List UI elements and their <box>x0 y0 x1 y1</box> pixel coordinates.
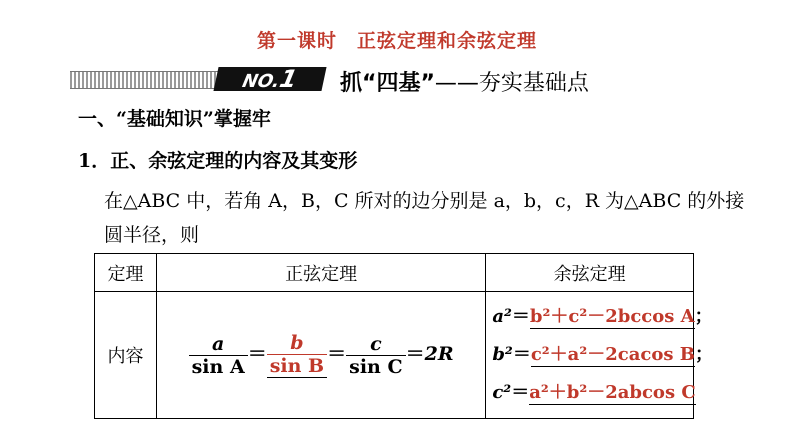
cosine-lhs: b² <box>492 344 513 365</box>
badge-number: 1 <box>277 65 300 93</box>
table-row <box>95 292 694 419</box>
cosine-answer: b²＋c²－2bccos A <box>530 302 695 329</box>
section-heading: 一、“基础知识”掌握牢 <box>78 108 271 130</box>
paragraph-line-2: 圆半径，则 <box>104 224 200 246</box>
item-heading: 1．正、余弦定理的内容及其变形 <box>78 150 358 172</box>
cosine-tail: ； <box>694 344 713 365</box>
header-sine-law: 正弦定理 <box>156 254 485 292</box>
paragraph-line-1: 在△ABC 中，若角 A，B，C 所对的边分别是 a，b，c，R 为△ABC 的外接 <box>104 190 745 212</box>
row-label: 内容 <box>95 292 157 419</box>
numerator-c: c <box>346 333 405 356</box>
banner-heading-rest: ——夯实基础点 <box>434 71 589 96</box>
fraction-b-blank <box>267 332 327 378</box>
header-cosine-law: 余弦定理 <box>486 254 694 292</box>
section-banner <box>70 65 589 96</box>
sine-law-result: 2R <box>424 343 454 365</box>
header-theorem: 定理 <box>95 254 157 292</box>
banner-stripes <box>70 71 220 89</box>
cosine-law-line: b²＝c²＋a²－2cacos B； <box>492 340 713 367</box>
cosine-lhs: a² <box>492 306 512 327</box>
denominator-sin-b: sin B <box>269 355 325 377</box>
table-header-row <box>95 254 694 292</box>
cosine-law-line: a²＝b²＋c²－2bccos A； <box>492 302 712 329</box>
fraction-a <box>189 333 248 378</box>
denominator-sin-a: sin A <box>191 355 245 378</box>
banner-heading-bold: 抓“四基” <box>340 71 435 96</box>
badge-prefix: NO. <box>240 71 282 92</box>
cosine-law-cell <box>486 292 713 419</box>
fraction-c <box>346 333 405 378</box>
cosine-law-line: c²＝a²＋b²－2abcos C <box>492 378 695 405</box>
numerator-a: a <box>189 333 248 356</box>
cosine-tail: ； <box>694 306 713 327</box>
sine-law-formula: $\frac{a}{\text{sin A}}$ ＝ $\frac{b}{\text{sin B}}$ ＝ $\frac{c}{\text{sin C}}$ ＝2R <box>189 343 454 365</box>
lesson-title: 第一课时 正弦定理和余弦定理 <box>256 30 537 52</box>
numerator-b: b <box>267 332 327 355</box>
cosine-lhs: c² <box>492 382 512 403</box>
theorem-table <box>94 253 713 419</box>
banner-badge <box>213 67 326 91</box>
cosine-answer: c²＋a²－2cacos B <box>531 340 695 367</box>
sine-law-cell <box>156 292 485 419</box>
banner-heading <box>340 66 589 97</box>
denominator-sin-c: sin C <box>349 355 403 378</box>
cosine-answer: a²＋b²－2abcos C <box>529 378 695 405</box>
